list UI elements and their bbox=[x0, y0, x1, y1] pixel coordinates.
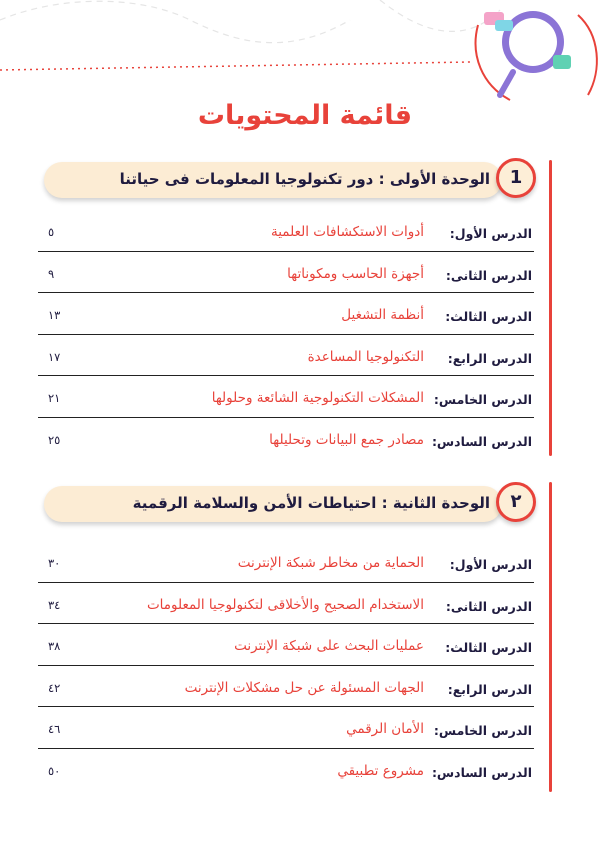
unit-1-lessons bbox=[38, 210, 534, 460]
lesson-page-number: ٥٠ bbox=[48, 763, 61, 778]
toc-row[interactable] bbox=[38, 666, 534, 708]
toc-row[interactable] bbox=[38, 583, 534, 625]
page-title: قائمة المحتويات bbox=[197, 100, 413, 131]
toc-row[interactable] bbox=[38, 418, 534, 460]
lesson-label: الدرس الثانى: bbox=[445, 267, 532, 283]
lesson-title[interactable]: الجهات المسئولة عن حل مشكلات الإنترنت bbox=[184, 679, 424, 696]
toc-row[interactable] bbox=[38, 252, 534, 294]
lesson-page-number: ٥ bbox=[48, 225, 55, 239]
lesson-label: الدرس الأول: bbox=[449, 557, 532, 572]
lesson-title[interactable]: المشكلات التكنولوجية الشائعة وحلولها bbox=[211, 390, 424, 407]
lesson-title[interactable]: مصادر جمع البيانات وتحليلها bbox=[269, 431, 424, 448]
lesson-label: الدرس السادس: bbox=[431, 764, 532, 780]
lesson-label: الدرس الخامس: bbox=[433, 723, 532, 739]
unit-2-title: الوحدة الثانية : احتياطات الأمن والسلامة الرقمية bbox=[132, 494, 490, 512]
lesson-page-number: ٤٦ bbox=[48, 722, 61, 737]
toc-row[interactable] bbox=[38, 624, 534, 666]
unit-2-rail bbox=[549, 482, 552, 792]
lesson-title[interactable]: أنظمة التشغيل bbox=[341, 307, 424, 324]
lesson-label: الدرس السادس: bbox=[431, 433, 532, 449]
unit-1-rail bbox=[549, 160, 552, 456]
toc-row[interactable] bbox=[38, 376, 534, 418]
toc-row[interactable] bbox=[38, 210, 534, 252]
unit-2-lessons bbox=[38, 541, 534, 791]
lesson-label: الدرس الرابع: bbox=[447, 681, 532, 697]
toc-row[interactable] bbox=[38, 707, 534, 749]
lesson-page-number: ٤٢ bbox=[48, 680, 61, 695]
lesson-label: الدرس الخامس: bbox=[433, 392, 532, 408]
lesson-label: الدرس الرابع: bbox=[447, 350, 532, 366]
lesson-title[interactable]: مشروع تطبيقي bbox=[337, 762, 424, 779]
lesson-title[interactable]: أدوات الاستكشافات العلمية bbox=[270, 224, 424, 240]
toc-row[interactable] bbox=[38, 541, 534, 583]
toc-row[interactable] bbox=[38, 335, 534, 377]
lesson-page-number: ١٣ bbox=[48, 308, 61, 323]
toc-row[interactable] bbox=[38, 749, 534, 791]
unit-1-title: الوحدة الأولى : دور تكنولوجيا المعلومات فى حياتنا bbox=[119, 170, 490, 188]
lesson-page-number: ٢٥ bbox=[48, 432, 61, 447]
lesson-label: الدرس الثالث: bbox=[445, 309, 532, 325]
lesson-title[interactable]: أجهزة الحاسب ومكوناتها bbox=[287, 265, 424, 282]
lesson-page-number: ١٧ bbox=[48, 349, 61, 364]
lesson-title[interactable]: عمليات البحث على شبكة الإنترنت bbox=[234, 638, 424, 655]
lesson-page-number: ٣٨ bbox=[48, 639, 61, 654]
lesson-label: الدرس الثالث: bbox=[445, 640, 532, 656]
unit-1-number-badge: 1 bbox=[496, 158, 536, 198]
lesson-label: الدرس الثانى: bbox=[445, 598, 532, 614]
lesson-page-number: ٣٤ bbox=[48, 597, 61, 612]
lesson-label: الدرس الأول: bbox=[449, 226, 532, 241]
lesson-page-number: ٢١ bbox=[48, 391, 61, 406]
lesson-title[interactable]: التكنولوجيا المساعدة bbox=[307, 348, 424, 365]
lesson-title[interactable]: الأمان الرقمي bbox=[346, 721, 424, 738]
lesson-page-number: ٣٠ bbox=[48, 556, 61, 570]
lesson-title[interactable]: الاستخدام الصحيح والأخلاقى لتكنولوجيا المعلومات bbox=[146, 596, 424, 613]
header-decoration bbox=[0, 0, 610, 110]
unit-2-header bbox=[44, 482, 544, 528]
toc-row[interactable] bbox=[38, 293, 534, 335]
unit-1-header bbox=[44, 158, 544, 204]
unit-2-number-badge: ٢ bbox=[496, 482, 536, 522]
lesson-page-number: ٩ bbox=[48, 266, 55, 281]
lesson-title[interactable]: الحماية من مخاطر شبكة الإنترنت bbox=[237, 555, 424, 571]
